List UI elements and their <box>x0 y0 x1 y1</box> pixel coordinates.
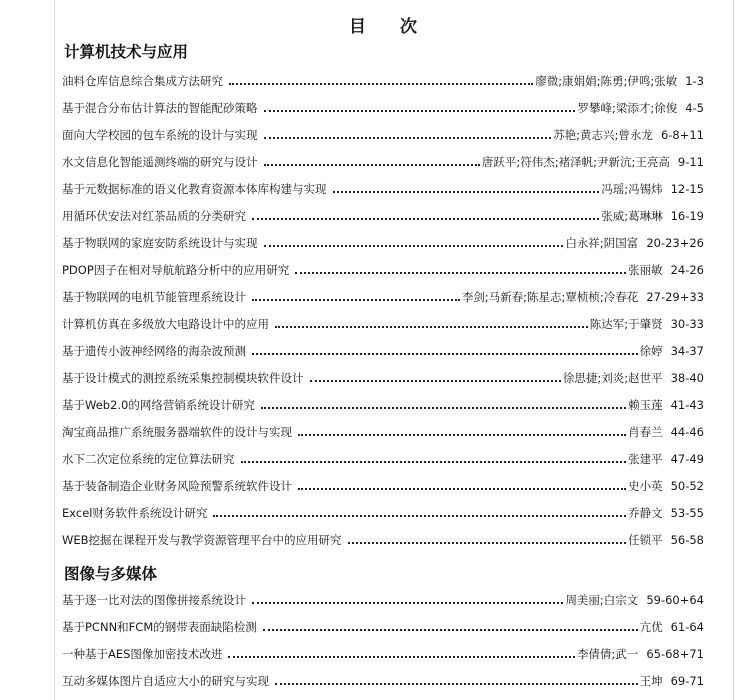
entry-page-range: 59-60+64 <box>646 593 704 607</box>
entry-page-range: 41-43 <box>670 398 704 412</box>
entry-page-range: 16-19 <box>670 209 704 223</box>
toc-entry[interactable] <box>62 342 704 360</box>
entry-page-range: 6-8+11 <box>660 128 704 142</box>
dot-leader <box>252 602 563 604</box>
entry-authors: 陈达军;于肇贤 <box>589 317 663 331</box>
dot-leader <box>229 83 533 85</box>
toc-entry[interactable] <box>62 504 704 522</box>
dot-leader <box>310 380 561 382</box>
entry-title: 基于PCNN和FCM的钢带表面缺陷检测 <box>62 620 257 634</box>
dot-leader <box>252 218 599 220</box>
entry-title: 油料仓库信息综合集成方法研究 <box>62 74 223 88</box>
section-heading: 图像与多媒体 <box>64 565 158 583</box>
toc-entry[interactable] <box>62 153 704 171</box>
entry-title: PDOP因子在相对导航航路分析中的应用研究 <box>62 263 290 277</box>
entry-title: Excel财务软件系统设计研究 <box>62 506 208 520</box>
entry-title: 面向大学校园的包车系统的设计与实现 <box>62 128 258 142</box>
entry-title: 计算机仿真在多级放大电路设计中的应用 <box>62 317 269 331</box>
dot-leader <box>298 488 626 490</box>
entry-title: 基于Web2.0的网络营销系统设计研究 <box>62 398 255 412</box>
entry-authors: 张丽敏 <box>628 263 663 277</box>
entry-page-range: 24-26 <box>670 263 704 277</box>
dot-leader <box>348 542 627 544</box>
entry-authors: 徐思捷;刘炎;赵世平 <box>562 371 663 385</box>
entry-authors: 周美丽;白宗文 <box>565 593 639 607</box>
dot-leader <box>275 683 638 685</box>
entry-title: 基于装备制造企业财务风险预警系统软件设计 <box>62 479 292 493</box>
entry-page-range: 65-68+71 <box>646 647 704 661</box>
dot-leader <box>241 461 627 463</box>
entry-title: 一种基于AES图像加密技术改进 <box>62 647 223 661</box>
toc-entry[interactable] <box>62 315 704 333</box>
entry-authors: 徐婷 <box>639 344 663 358</box>
dot-leader <box>252 299 460 301</box>
toc-entry[interactable] <box>62 261 704 279</box>
entry-authors: 任锁平 <box>628 533 663 547</box>
toc-entry[interactable] <box>62 477 704 495</box>
entry-title: 水文信息化智能遥测终端的研究与设计 <box>62 155 258 169</box>
toc-entry[interactable] <box>62 531 704 549</box>
toc-entry[interactable] <box>62 234 704 252</box>
entry-page-range: 53-55 <box>670 506 704 520</box>
toc-entry[interactable] <box>62 72 704 90</box>
entry-authors: 王坤 <box>639 674 663 688</box>
toc-entry[interactable] <box>62 207 704 225</box>
entry-title: WEB挖掘在课程开发与教学资源管理平台中的应用研究 <box>62 533 342 547</box>
entry-page-range: 30-33 <box>670 317 704 331</box>
entry-title: 基于混合分布估计算法的智能配砂策略 <box>62 101 258 115</box>
section-heading: 计算机技术与应用 <box>64 43 189 61</box>
entry-page-range: 27-29+33 <box>646 290 704 304</box>
dot-leader <box>228 656 575 658</box>
dot-leader <box>261 407 626 409</box>
entry-page-range: 44-46 <box>670 425 704 439</box>
entry-page-range: 34-37 <box>670 344 704 358</box>
page-left-edge <box>54 0 55 700</box>
page-title: 目 次 <box>349 17 431 37</box>
table-of-contents-page <box>62 0 704 700</box>
entry-page-range: 1-3 <box>685 74 704 88</box>
dot-leader <box>333 191 600 193</box>
entry-page-range: 56-58 <box>670 533 704 547</box>
entry-title: 基于遗传小波神经网络的海杂波预测 <box>62 344 246 358</box>
entry-authors: 李剑;马新春;陈星志;覃桢桢;冷春花 <box>461 290 639 304</box>
entry-title: 基于物联网的电机节能管理系统设计 <box>62 290 246 304</box>
entry-title: 基于逐一比对法的图像拼接系统设计 <box>62 593 246 607</box>
entry-title: 基于物联网的家庭安防系统设计与实现 <box>62 236 258 250</box>
entry-page-range: 50-52 <box>670 479 704 493</box>
dot-leader <box>263 629 638 631</box>
entry-title: 基于元数据标准的语义化教育资源本体库构建与实现 <box>62 182 327 196</box>
entry-authors: 肖春兰 <box>628 425 663 439</box>
entry-authors: 张建平 <box>628 452 663 466</box>
toc-entry[interactable] <box>62 99 704 117</box>
entry-title: 水下二次定位系统的定位算法研究 <box>62 452 235 466</box>
entry-page-range: 47-49 <box>670 452 704 466</box>
dot-leader <box>252 353 638 355</box>
entry-page-range: 12-15 <box>670 182 704 196</box>
entry-authors: 唐跃平;符伟杰;褚泽帆;尹新沆;王亮高 <box>481 155 670 169</box>
entry-authors: 廖微;康娟娟;陈勇;伊鸣;张敏 <box>535 74 678 88</box>
entry-authors: 罗攀峰;梁添才;徐俊 <box>577 101 678 115</box>
entry-title: 基于设计模式的测控系统采集控制模块软件设计 <box>62 371 304 385</box>
dot-leader <box>213 515 626 517</box>
dot-leader <box>264 110 576 112</box>
entry-page-range: 20-23+26 <box>646 236 704 250</box>
toc-entry[interactable] <box>62 618 704 636</box>
entry-authors: 张威;葛琳琳 <box>601 209 663 223</box>
entry-authors: 李倩倩;武一 <box>576 647 639 661</box>
toc-entry[interactable] <box>62 126 704 144</box>
toc-entry[interactable] <box>62 396 704 414</box>
entry-authors: 苏艳;黄志兴;曾永龙 <box>553 128 653 142</box>
entry-authors: 白永祥;阴国富 <box>565 236 639 250</box>
entry-title: 用循环伏安法对红茶品质的分类研究 <box>62 209 246 223</box>
dot-leader <box>275 326 588 328</box>
toc-entry[interactable] <box>62 288 704 306</box>
entry-title: 互动多媒体图片自适应大小的研究与实现 <box>62 674 269 688</box>
entry-authors: 亢优 <box>639 620 663 634</box>
dot-leader <box>264 137 552 139</box>
entry-page-range: 4-5 <box>685 101 704 115</box>
toc-entry[interactable] <box>62 180 704 198</box>
entry-page-range: 9-11 <box>677 155 704 169</box>
dot-leader <box>298 434 626 436</box>
toc-entry[interactable] <box>62 591 704 609</box>
toc-entry[interactable] <box>62 450 704 468</box>
entry-page-range: 38-40 <box>670 371 704 385</box>
entry-title: 淘宝商品推广系统服务器端软件的设计与实现 <box>62 425 292 439</box>
dot-leader <box>295 272 626 274</box>
entry-authors: 史小英 <box>628 479 663 493</box>
entry-page-range: 69-71 <box>670 674 704 688</box>
dot-leader <box>264 164 480 166</box>
entry-authors: 冯瑶;冯锡炜 <box>601 182 663 196</box>
toc-entry[interactable] <box>62 423 704 441</box>
toc-entry[interactable] <box>62 672 704 690</box>
entry-page-range: 61-64 <box>670 620 704 634</box>
entry-authors: 赖玉莲 <box>628 398 663 412</box>
entry-authors: 乔静文 <box>628 506 663 520</box>
toc-entry[interactable] <box>62 645 704 663</box>
dot-leader <box>264 245 564 247</box>
toc-entry[interactable] <box>62 369 704 387</box>
page-right-edge <box>733 0 734 700</box>
